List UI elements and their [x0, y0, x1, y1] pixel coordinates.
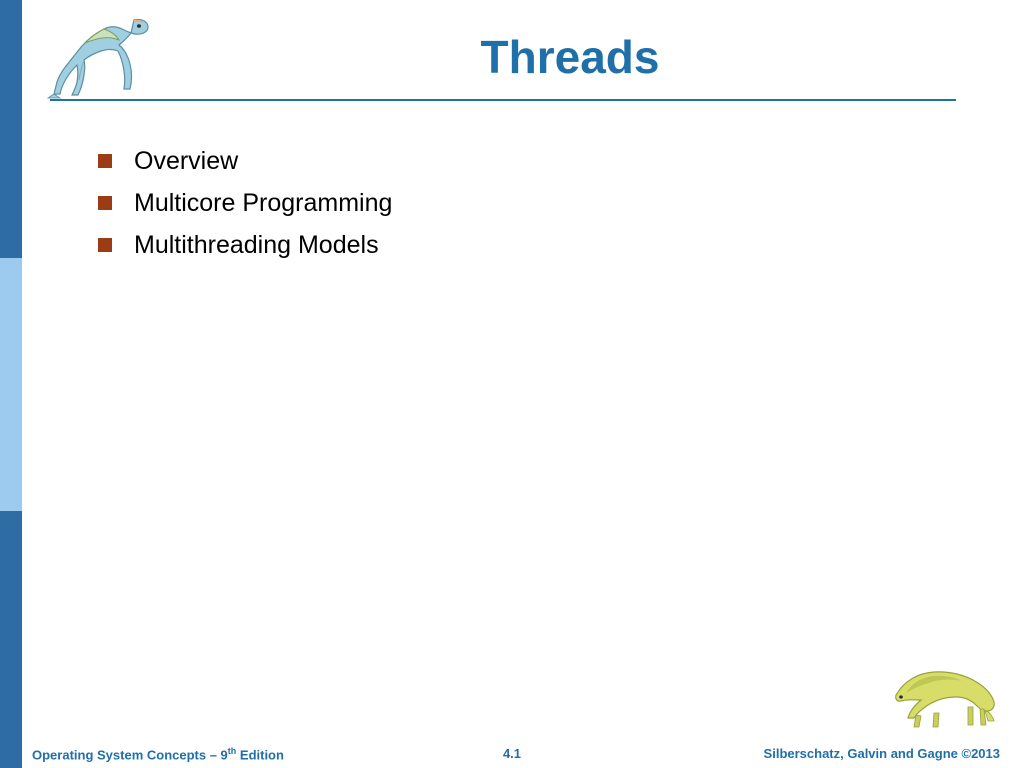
left-color-bar [0, 0, 22, 768]
title-divider [50, 99, 956, 101]
footer-left-text [32, 746, 284, 762]
bullet-list [98, 140, 898, 266]
square-bullet-icon [98, 154, 112, 168]
list-item-label: Multithreading Models [134, 231, 379, 259]
list-item-label: Multicore Programming [134, 189, 393, 217]
dinosaur-icon [38, 8, 158, 100]
square-bullet-icon [98, 196, 112, 210]
left-color-bar-top-segment [0, 0, 22, 258]
list-item [98, 140, 898, 182]
slide-number: 4.1 [502, 746, 522, 761]
footer-copyright: Silberschatz, Galvin and Gagne ©2013 [763, 746, 1000, 761]
square-bullet-icon [98, 238, 112, 252]
page-title: Threads [480, 31, 660, 83]
footer-left-superscript: th [227, 746, 237, 756]
footer-left-main: Operating System Concepts – 9 [32, 747, 228, 763]
left-color-bar-bottom-segment [0, 511, 22, 768]
list-item-label: Overview [134, 147, 239, 175]
left-color-bar-middle-segment [0, 258, 22, 511]
footer-left-tail: Edition [236, 747, 284, 763]
list-item [98, 224, 898, 266]
list-item [98, 182, 898, 224]
dimetrodon-icon [886, 655, 1006, 737]
